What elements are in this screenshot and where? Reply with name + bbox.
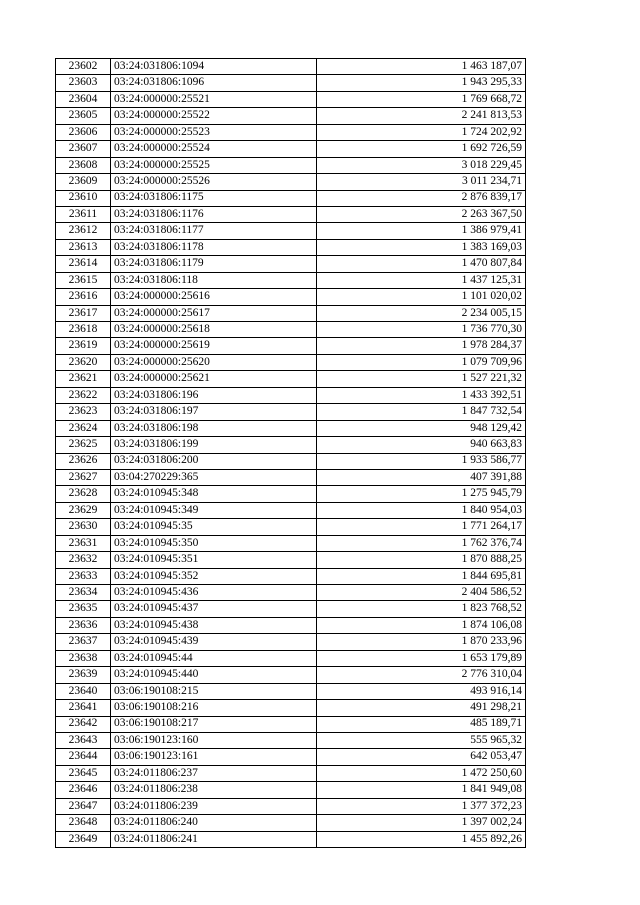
value-cell: 1 943 295,33 xyxy=(317,75,526,91)
value-cell: 3 018 229,45 xyxy=(317,157,526,173)
row-number-cell: 23630 xyxy=(56,519,111,535)
row-number-cell: 23607 xyxy=(56,141,111,157)
table-row xyxy=(56,765,526,781)
table-row xyxy=(56,535,526,551)
value-cell: 1 847 732,54 xyxy=(317,404,526,420)
row-number-cell: 23605 xyxy=(56,108,111,124)
row-number-cell: 23644 xyxy=(56,749,111,765)
value-cell: 491 298,21 xyxy=(317,700,526,716)
table-row xyxy=(56,223,526,239)
table-row xyxy=(56,502,526,518)
value-cell: 1 470 807,84 xyxy=(317,256,526,272)
row-number-cell: 23622 xyxy=(56,387,111,403)
value-cell: 1 275 945,79 xyxy=(317,486,526,502)
value-cell: 1 771 264,17 xyxy=(317,519,526,535)
row-number-cell: 23628 xyxy=(56,486,111,502)
cadastral-number-cell: 03:24:031806:1175 xyxy=(111,190,317,206)
table-row xyxy=(56,322,526,338)
row-number-cell: 23640 xyxy=(56,683,111,699)
cadastral-number-cell: 03:06:190108:217 xyxy=(111,716,317,732)
cadastral-number-cell: 03:24:031806:1179 xyxy=(111,256,317,272)
table-row xyxy=(56,831,526,847)
cadastral-number-cell: 03:24:011806:238 xyxy=(111,782,317,798)
row-number-cell: 23609 xyxy=(56,174,111,190)
table-row xyxy=(56,453,526,469)
value-cell: 1 527 221,32 xyxy=(317,371,526,387)
row-number-cell: 23636 xyxy=(56,617,111,633)
cadastral-number-cell: 03:24:000000:25525 xyxy=(111,157,317,173)
row-number-cell: 23641 xyxy=(56,700,111,716)
value-cell: 1 079 709,96 xyxy=(317,354,526,370)
row-number-cell: 23643 xyxy=(56,732,111,748)
value-cell: 1 653 179,89 xyxy=(317,650,526,666)
row-number-cell: 23608 xyxy=(56,157,111,173)
value-cell: 1 978 284,37 xyxy=(317,338,526,354)
table-row xyxy=(56,190,526,206)
table-row xyxy=(56,782,526,798)
value-cell: 1 692 726,59 xyxy=(317,141,526,157)
table-row xyxy=(56,519,526,535)
cadastral-number-cell: 03:24:010945:351 xyxy=(111,552,317,568)
value-cell: 1 769 668,72 xyxy=(317,91,526,107)
value-cell: 1 840 954,03 xyxy=(317,502,526,518)
cadastral-number-cell: 03:24:010945:438 xyxy=(111,617,317,633)
row-number-cell: 23623 xyxy=(56,404,111,420)
cadastral-number-cell: 03:24:000000:25617 xyxy=(111,305,317,321)
cadastral-number-cell: 03:24:011806:239 xyxy=(111,798,317,814)
row-number-cell: 23604 xyxy=(56,91,111,107)
cadastral-number-cell: 03:24:010945:348 xyxy=(111,486,317,502)
cadastral-number-cell: 03:24:010945:352 xyxy=(111,568,317,584)
cadastral-number-cell: 03:24:031806:199 xyxy=(111,437,317,453)
row-number-cell: 23648 xyxy=(56,815,111,831)
value-cell: 1 870 233,96 xyxy=(317,634,526,650)
table-row xyxy=(56,732,526,748)
value-cell: 407 391,88 xyxy=(317,469,526,485)
row-number-cell: 23602 xyxy=(56,59,111,75)
row-number-cell: 23629 xyxy=(56,502,111,518)
row-number-cell: 23633 xyxy=(56,568,111,584)
row-number-cell: 23632 xyxy=(56,552,111,568)
value-cell: 1 762 376,74 xyxy=(317,535,526,551)
table-row xyxy=(56,552,526,568)
table-row xyxy=(56,617,526,633)
cadastral-number-cell: 03:24:010945:35 xyxy=(111,519,317,535)
cadastral-number-cell: 03:24:031806:1177 xyxy=(111,223,317,239)
value-cell: 1 870 888,25 xyxy=(317,552,526,568)
row-number-cell: 23624 xyxy=(56,420,111,436)
row-number-cell: 23615 xyxy=(56,272,111,288)
cadastral-number-cell: 03:24:000000:25524 xyxy=(111,141,317,157)
table-row xyxy=(56,585,526,601)
table-row xyxy=(56,174,526,190)
cadastral-number-cell: 03:24:010945:440 xyxy=(111,667,317,683)
value-cell: 1 933 586,77 xyxy=(317,453,526,469)
cadastral-number-cell: 03:24:000000:25621 xyxy=(111,371,317,387)
row-number-cell: 23606 xyxy=(56,124,111,140)
value-cell: 1 874 106,08 xyxy=(317,617,526,633)
row-number-cell: 23610 xyxy=(56,190,111,206)
value-cell: 2 241 813,53 xyxy=(317,108,526,124)
table-row xyxy=(56,650,526,666)
table-row xyxy=(56,124,526,140)
value-cell: 1 101 020,02 xyxy=(317,289,526,305)
value-cell: 493 916,14 xyxy=(317,683,526,699)
table-row xyxy=(56,469,526,485)
table-row xyxy=(56,206,526,222)
row-number-cell: 23612 xyxy=(56,223,111,239)
cadastral-number-cell: 03:24:010945:349 xyxy=(111,502,317,518)
cadastral-number-cell: 03:24:031806:1096 xyxy=(111,75,317,91)
value-cell: 1 844 695,81 xyxy=(317,568,526,584)
value-cell: 2 876 839,17 xyxy=(317,190,526,206)
cadastral-number-cell: 03:24:000000:25619 xyxy=(111,338,317,354)
cadastral-number-cell: 03:24:000000:25616 xyxy=(111,289,317,305)
cadastral-number-cell: 03:24:031806:196 xyxy=(111,387,317,403)
table-row xyxy=(56,59,526,75)
table-row xyxy=(56,108,526,124)
value-cell: 940 663,83 xyxy=(317,437,526,453)
table-row xyxy=(56,667,526,683)
table-row xyxy=(56,749,526,765)
cadastral-number-cell: 03:24:031806:200 xyxy=(111,453,317,469)
row-number-cell: 23603 xyxy=(56,75,111,91)
value-cell: 1 377 372,23 xyxy=(317,798,526,814)
table-row xyxy=(56,157,526,173)
row-number-cell: 23627 xyxy=(56,469,111,485)
cadastral-number-cell: 03:24:000000:25523 xyxy=(111,124,317,140)
value-cell: 642 053,47 xyxy=(317,749,526,765)
row-number-cell: 23618 xyxy=(56,322,111,338)
row-number-cell: 23631 xyxy=(56,535,111,551)
row-number-cell: 23616 xyxy=(56,289,111,305)
value-cell: 1 724 202,92 xyxy=(317,124,526,140)
cadastral-number-cell: 03:24:011806:241 xyxy=(111,831,317,847)
cadastral-number-cell: 03:24:031806:198 xyxy=(111,420,317,436)
value-cell: 948 129,42 xyxy=(317,420,526,436)
table-row xyxy=(56,371,526,387)
row-number-cell: 23617 xyxy=(56,305,111,321)
cadastral-number-cell: 03:24:011806:240 xyxy=(111,815,317,831)
table-row xyxy=(56,601,526,617)
value-cell: 1 472 250,60 xyxy=(317,765,526,781)
cadastral-number-cell: 03:24:010945:436 xyxy=(111,585,317,601)
cadastral-number-cell: 03:24:031806:1178 xyxy=(111,239,317,255)
cadastral-number-cell: 03:24:000000:25618 xyxy=(111,322,317,338)
cadastral-number-cell: 03:24:010945:350 xyxy=(111,535,317,551)
cadastral-number-cell: 03:24:031806:1176 xyxy=(111,206,317,222)
row-number-cell: 23639 xyxy=(56,667,111,683)
cadastral-number-cell: 03:24:031806:118 xyxy=(111,272,317,288)
value-cell: 1 383 169,03 xyxy=(317,239,526,255)
cadastral-number-cell: 03:06:190123:161 xyxy=(111,749,317,765)
cadastral-number-cell: 03:06:190108:215 xyxy=(111,683,317,699)
cadastral-number-cell: 03:24:010945:439 xyxy=(111,634,317,650)
cadastral-number-cell: 03:24:000000:25522 xyxy=(111,108,317,124)
cadastral-number-cell: 03:24:010945:437 xyxy=(111,601,317,617)
cadastral-number-cell: 03:24:000000:25526 xyxy=(111,174,317,190)
value-cell: 1 823 768,52 xyxy=(317,601,526,617)
row-number-cell: 23626 xyxy=(56,453,111,469)
cadastral-number-cell: 03:06:190123:160 xyxy=(111,732,317,748)
row-number-cell: 23625 xyxy=(56,437,111,453)
value-cell: 1 437 125,31 xyxy=(317,272,526,288)
row-number-cell: 23614 xyxy=(56,256,111,272)
value-cell: 1 386 979,41 xyxy=(317,223,526,239)
row-number-cell: 23620 xyxy=(56,354,111,370)
table-row xyxy=(56,437,526,453)
value-cell: 1 433 392,51 xyxy=(317,387,526,403)
table-row xyxy=(56,404,526,420)
row-number-cell: 23619 xyxy=(56,338,111,354)
value-cell: 485 189,71 xyxy=(317,716,526,732)
table-row xyxy=(56,354,526,370)
value-cell: 1 841 949,08 xyxy=(317,782,526,798)
cadastral-number-cell: 03:24:000000:25620 xyxy=(111,354,317,370)
table-row xyxy=(56,91,526,107)
value-cell: 1 736 770,30 xyxy=(317,322,526,338)
table-row xyxy=(56,420,526,436)
table-row xyxy=(56,486,526,502)
value-cell: 555 965,32 xyxy=(317,732,526,748)
table-row xyxy=(56,338,526,354)
table-row xyxy=(56,798,526,814)
table-row xyxy=(56,700,526,716)
table-row xyxy=(56,568,526,584)
value-cell: 2 263 367,50 xyxy=(317,206,526,222)
table-row xyxy=(56,387,526,403)
row-number-cell: 23642 xyxy=(56,716,111,732)
row-number-cell: 23646 xyxy=(56,782,111,798)
value-cell: 3 011 234,71 xyxy=(317,174,526,190)
value-cell: 1 455 892,26 xyxy=(317,831,526,847)
row-number-cell: 23645 xyxy=(56,765,111,781)
row-number-cell: 23613 xyxy=(56,239,111,255)
table-row xyxy=(56,239,526,255)
table-row xyxy=(56,141,526,157)
table-row xyxy=(56,75,526,91)
cadastral-number-cell: 03:24:010945:44 xyxy=(111,650,317,666)
row-number-cell: 23638 xyxy=(56,650,111,666)
value-cell: 1 397 002,24 xyxy=(317,815,526,831)
value-cell: 2 404 586,52 xyxy=(317,585,526,601)
table-row xyxy=(56,815,526,831)
row-number-cell: 23647 xyxy=(56,798,111,814)
row-number-cell: 23635 xyxy=(56,601,111,617)
cadastral-number-cell: 03:24:031806:197 xyxy=(111,404,317,420)
value-cell: 2 776 310,04 xyxy=(317,667,526,683)
cadastral-value-table xyxy=(55,58,526,848)
table-row xyxy=(56,716,526,732)
row-number-cell: 23637 xyxy=(56,634,111,650)
table-row xyxy=(56,305,526,321)
table-row xyxy=(56,683,526,699)
table-row xyxy=(56,272,526,288)
value-cell: 1 463 187,07 xyxy=(317,59,526,75)
cadastral-number-cell: 03:24:031806:1094 xyxy=(111,59,317,75)
value-cell: 2 234 005,15 xyxy=(317,305,526,321)
cadastral-number-cell: 03:04:270229:365 xyxy=(111,469,317,485)
row-number-cell: 23634 xyxy=(56,585,111,601)
table-row xyxy=(56,256,526,272)
row-number-cell: 23649 xyxy=(56,831,111,847)
row-number-cell: 23621 xyxy=(56,371,111,387)
cadastral-number-cell: 03:24:000000:25521 xyxy=(111,91,317,107)
cadastral-number-cell: 03:24:011806:237 xyxy=(111,765,317,781)
table-body xyxy=(56,59,526,848)
row-number-cell: 23611 xyxy=(56,206,111,222)
table-row xyxy=(56,289,526,305)
table-row xyxy=(56,634,526,650)
cadastral-number-cell: 03:06:190108:216 xyxy=(111,700,317,716)
